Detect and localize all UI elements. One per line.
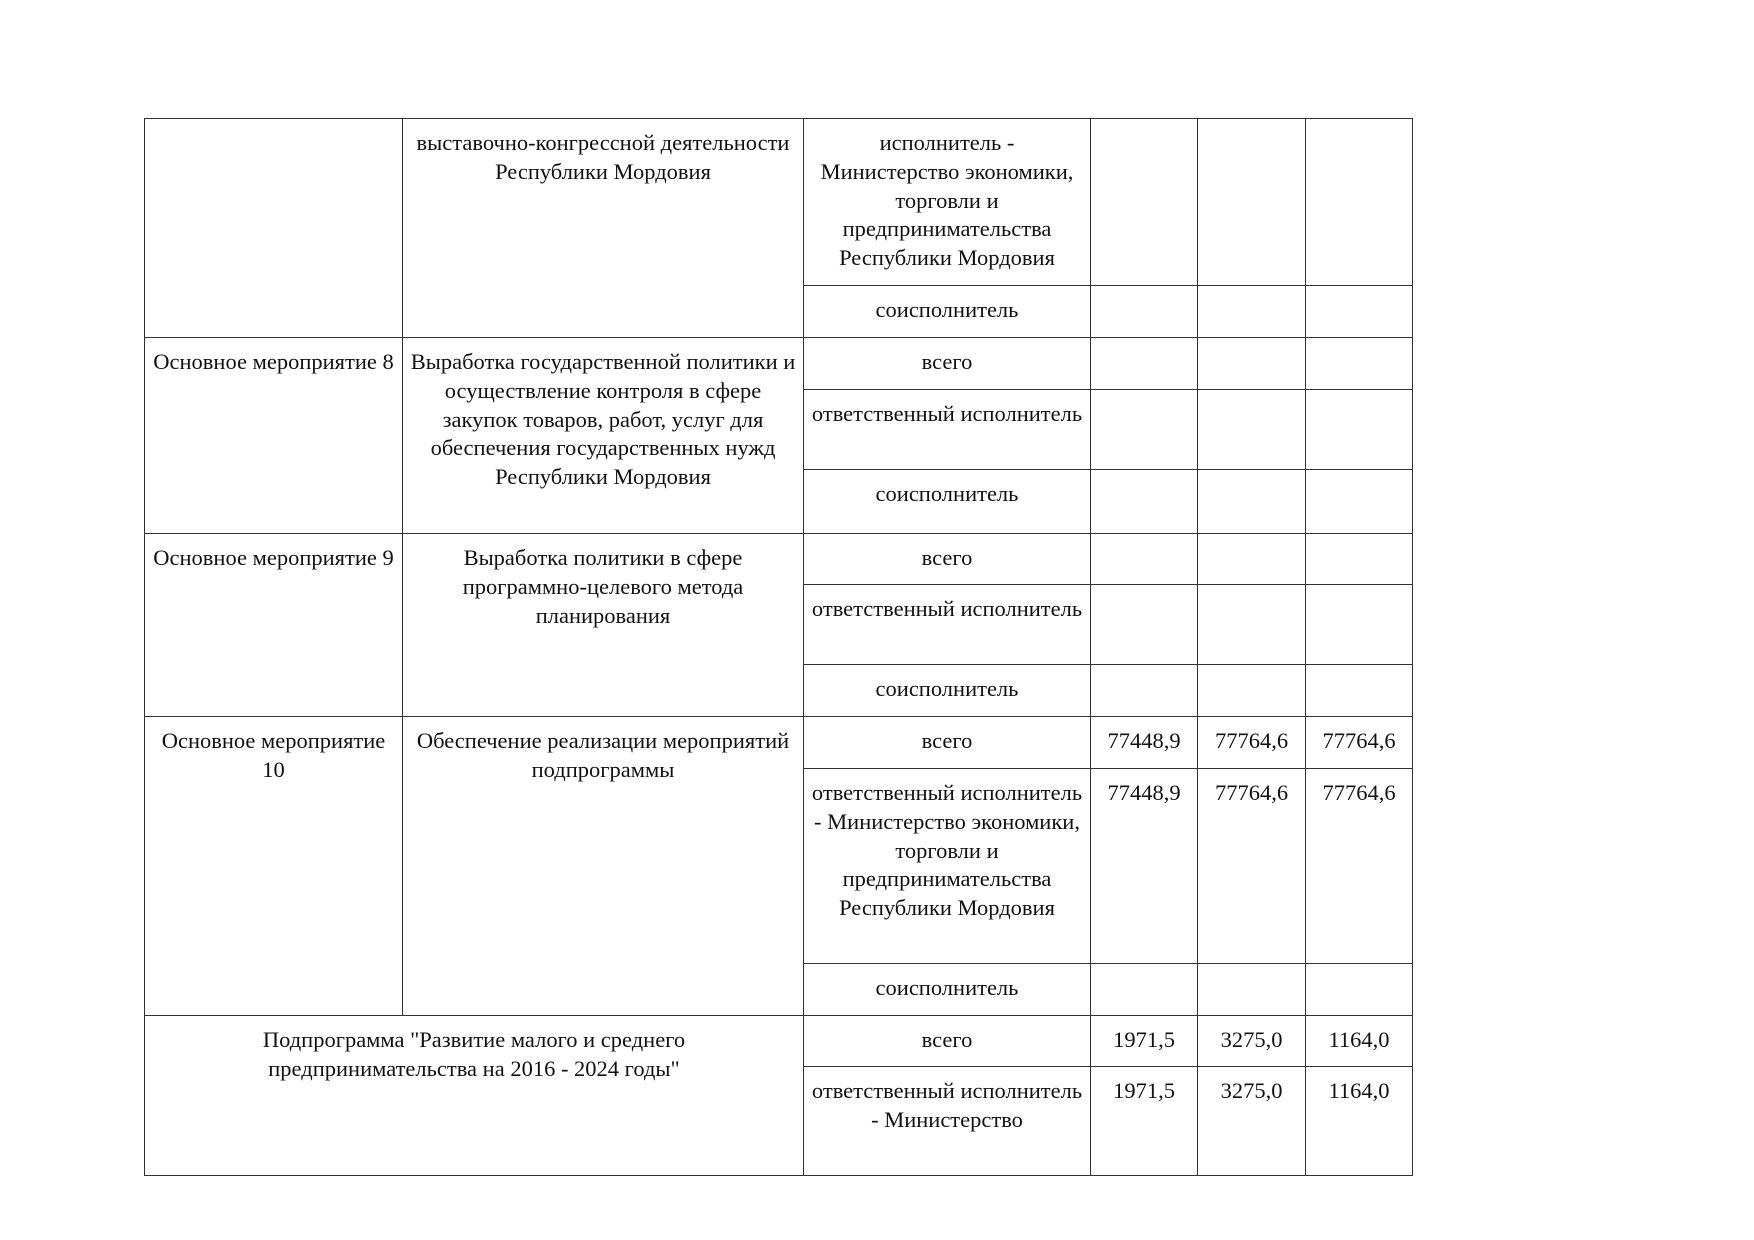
role-cell: ответственный исполнитель - Министерство [804, 1067, 1091, 1176]
value-cell [1306, 286, 1413, 338]
value-cell: 77764,6 [1306, 769, 1413, 964]
measure-description: Выработка политики в сфере программно-целевого метода планирования [403, 534, 804, 717]
value-cell [1091, 338, 1198, 390]
measure-description: Обеспечение реализации мероприятий подпрограммы [403, 717, 804, 1016]
measure-name: Основное мероприятие 8 [145, 338, 403, 534]
role-cell: соисполнитель [804, 286, 1091, 338]
value-cell [1306, 390, 1413, 470]
measure-name: Основное мероприятие 9 [145, 534, 403, 717]
value-cell: 77764,6 [1198, 717, 1306, 769]
value-cell [1306, 585, 1413, 665]
value-cell: 1164,0 [1306, 1067, 1413, 1176]
role-cell: ответственный исполнитель [804, 390, 1091, 470]
value-cell: 1164,0 [1306, 1016, 1413, 1067]
budget-table [144, 118, 1413, 1176]
value-cell [1198, 119, 1306, 286]
table-row [145, 119, 1413, 286]
value-cell [1091, 119, 1198, 286]
value-cell [1306, 470, 1413, 534]
role-cell: ответственный исполнитель [804, 585, 1091, 665]
value-cell: 3275,0 [1198, 1067, 1306, 1176]
value-cell [1091, 286, 1198, 338]
value-cell [1306, 534, 1413, 585]
value-cell [1198, 470, 1306, 534]
subprogram-name: Подпрограмма "Развитие малого и среднего предпринимательства на 2016 - 2024 годы" [145, 1016, 804, 1176]
role-cell: всего [804, 1016, 1091, 1067]
value-cell [1306, 964, 1413, 1016]
role-cell: соисполнитель [804, 665, 1091, 717]
role-cell: ответственный исполнитель - Министерство экономики, торговли и предпринимательства Республики Мордовия [804, 769, 1091, 964]
role-cell: всего [804, 717, 1091, 769]
value-cell [1306, 338, 1413, 390]
value-cell [1198, 390, 1306, 470]
value-cell [1198, 286, 1306, 338]
role-cell: соисполнитель [804, 964, 1091, 1016]
role-cell: соисполнитель [804, 470, 1091, 534]
table-row [145, 534, 1413, 585]
table-row [145, 1016, 1413, 1067]
value-cell [1306, 119, 1413, 286]
value-cell [1091, 665, 1198, 717]
value-cell: 77448,9 [1091, 769, 1198, 964]
value-cell: 77448,9 [1091, 717, 1198, 769]
table-row [145, 338, 1413, 390]
value-cell: 1971,5 [1091, 1016, 1198, 1067]
role-cell: всего [804, 338, 1091, 390]
value-cell [1091, 964, 1198, 1016]
value-cell [1198, 964, 1306, 1016]
value-cell [1091, 470, 1198, 534]
value-cell [1091, 534, 1198, 585]
value-cell [1306, 665, 1413, 717]
value-cell [1198, 338, 1306, 390]
value-cell: 77764,6 [1198, 769, 1306, 964]
cell-empty [145, 119, 403, 338]
role-cell: исполнитель - Министерство экономики, торговли и предпринимательства Республики Мордовия [804, 119, 1091, 286]
measure-description: выставочно-конгрессной деятельности Республики Мордовия [403, 119, 804, 338]
measure-name: Основное мероприятие 10 [145, 717, 403, 1016]
value-cell [1091, 390, 1198, 470]
value-cell [1198, 665, 1306, 717]
value-cell: 77764,6 [1306, 717, 1413, 769]
value-cell [1198, 534, 1306, 585]
role-cell: всего [804, 534, 1091, 585]
value-cell: 1971,5 [1091, 1067, 1198, 1176]
value-cell [1198, 585, 1306, 665]
measure-description: Выработка государственной политики и осуществление контроля в сфере закупок товаров, работ, услуг для обеспечения государственных нужд Республики Мордовия [403, 338, 804, 534]
table-row [145, 717, 1413, 769]
value-cell: 3275,0 [1198, 1016, 1306, 1067]
value-cell [1091, 585, 1198, 665]
